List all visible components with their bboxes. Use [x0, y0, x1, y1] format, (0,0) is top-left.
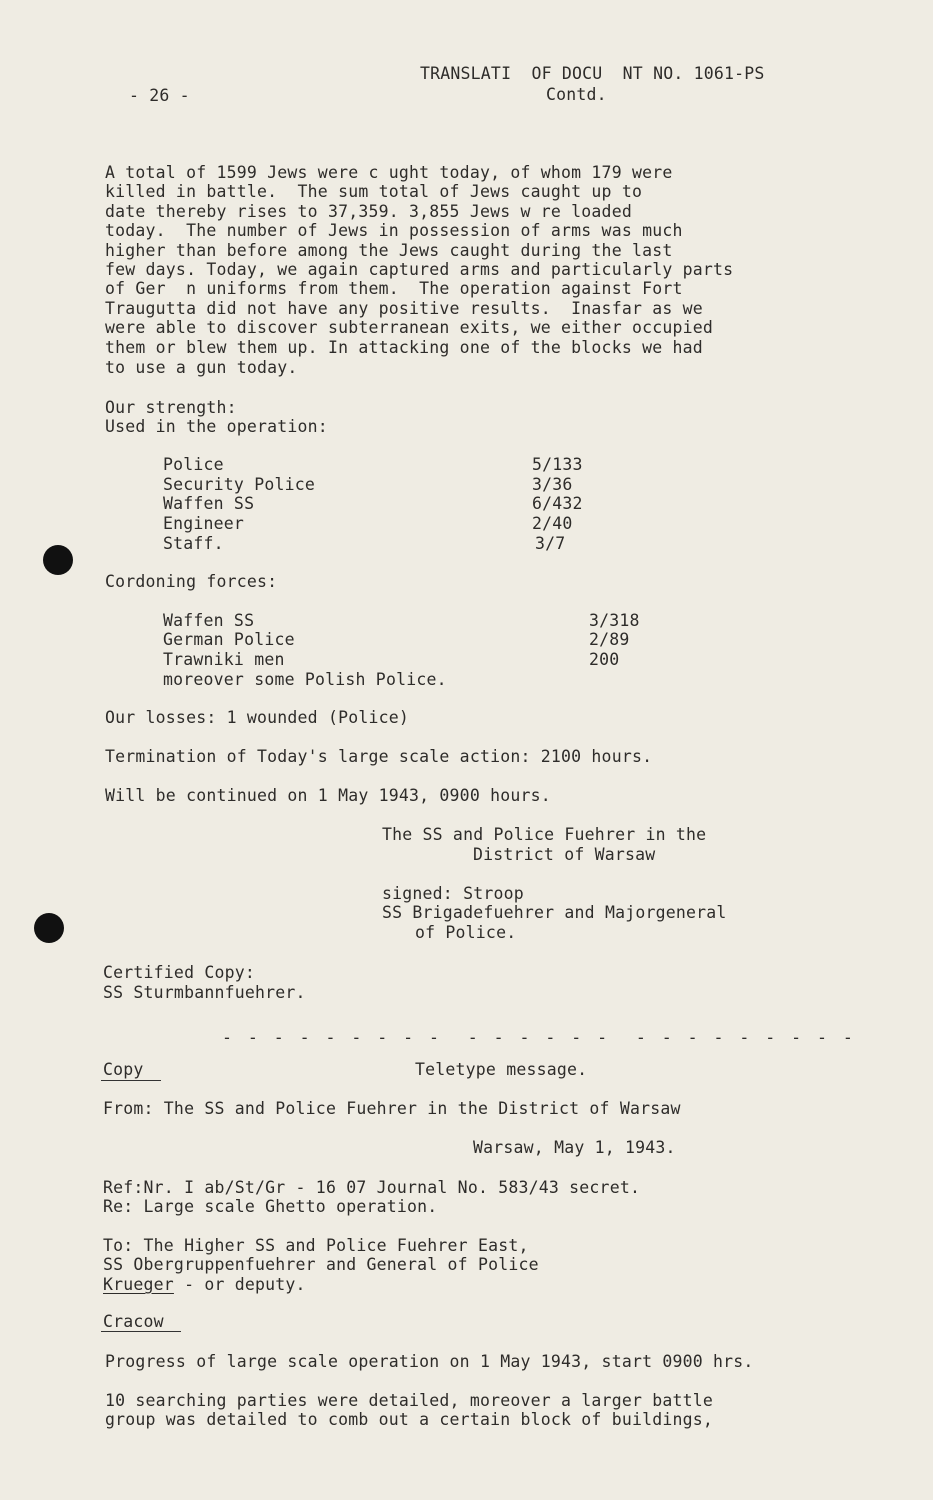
body-line: 10 searching parties were detailed, moreover a larger battle: [105, 1391, 714, 1410]
recipient-rest: - or deputy.: [173, 1275, 306, 1294]
losses-line: Our losses: 1 wounded (Police): [105, 708, 410, 727]
section-separator: - - - - - - - - - - - - - - - - - - - - - - - -: [222, 1028, 856, 1047]
cordoning-label: Trawniki men: [163, 650, 285, 669]
intro-line: of Ger n uniforms from them. The operation against Fort: [105, 279, 683, 298]
intro-line: were able to discover subterranean exits, we either occupied: [105, 318, 714, 337]
termination-line: Termination of Today's large scale action: 2100 hours.: [105, 747, 653, 766]
signature-line: signed: Stroop: [382, 884, 524, 903]
cordoning-value: 200: [589, 650, 620, 669]
cordoning-value: 3/318: [589, 611, 640, 630]
intro-line: to use a gun today.: [105, 358, 298, 377]
page-number: - 26 -: [129, 86, 190, 105]
copy-underline: [101, 1080, 161, 1081]
signature-line: The SS and Police Fuehrer in the: [382, 825, 707, 844]
date-line: Warsaw, May 1, 1943.: [473, 1138, 676, 1157]
copy-label: Copy: [103, 1060, 144, 1079]
intro-line: higher than before among the Jews caught during the last: [105, 241, 673, 260]
subject-line: Re: Large scale Ghetto operation.: [103, 1197, 438, 1216]
city-underline: [101, 1331, 181, 1332]
continued-line: Will be continued on 1 May 1943, 0900 hours.: [105, 786, 551, 805]
strength-value: 6/432: [532, 494, 583, 513]
contd-label: Contd.: [546, 85, 607, 104]
intro-line: today. The number of Jews in possession of arms was much: [105, 221, 683, 240]
strength-label: Security Police: [163, 475, 316, 494]
cordoning-extra: moreover some Polish Police.: [163, 670, 447, 689]
used-heading: Used in the operation:: [105, 417, 328, 436]
certified-copy-label: Certified Copy:: [103, 963, 256, 982]
recipient-line: To: The Higher SS and Police Fuehrer East,: [103, 1236, 529, 1255]
strength-label: Police: [163, 455, 224, 474]
signature-line: of Police.: [415, 923, 517, 942]
intro-line: date thereby rises to 37,359. 3,855 Jews w re loaded: [105, 202, 632, 221]
recipient-name: Krueger: [103, 1275, 174, 1294]
strength-label: Waffen SS: [163, 494, 255, 513]
intro-line: Traugutta did not have any positive results. Inasfar as we: [105, 299, 703, 318]
intro-line: them or blew them up. In attacking one of the blocks we had: [105, 338, 703, 357]
body-line: group was detailed to comb out a certain block of buildings,: [105, 1410, 714, 1429]
intro-line: A total of 1599 Jews were c ught today, of whom 179 were: [105, 163, 673, 182]
signature-line: SS Brigadefuehrer and Majorgeneral: [382, 903, 727, 922]
strength-label: Engineer: [163, 514, 245, 533]
document-title: TRANSLATI OF DOCU NT NO. 1061-PS: [420, 64, 765, 83]
cordoning-label: German Police: [163, 630, 295, 649]
cordoning-value: 2/89: [589, 630, 630, 649]
strength-value: 3/7: [535, 534, 566, 553]
strength-value: 5/133: [532, 455, 583, 474]
recipient-line: SS Obergruppenfuehrer and General of Police: [103, 1255, 539, 1274]
punch-hole-bottom: [34, 913, 64, 943]
strength-value: 2/40: [532, 514, 573, 533]
strength-value: 3/36: [532, 475, 573, 494]
cordoning-label: Waffen SS: [163, 611, 255, 630]
punch-hole-top: [43, 545, 73, 575]
strength-heading: Our strength:: [105, 398, 237, 417]
signature-line: District of Warsaw: [473, 845, 656, 864]
recipient-line: [103, 1275, 306, 1295]
intro-line: killed in battle. The sum total of Jews caught up to: [105, 182, 643, 201]
progress-line: Progress of large scale operation on 1 May 1943, start 0900 hrs.: [105, 1352, 754, 1371]
strength-label: Staff.: [163, 534, 224, 553]
intro-line: few days. Today, we again captured arms and particularly parts: [105, 260, 734, 279]
city-label: Cracow: [103, 1312, 164, 1331]
reference-line: Ref:Nr. I ab/St/Gr - 16 07 Journal No. 583/43 secret.: [103, 1178, 641, 1197]
teletype-title: Teletype message.: [415, 1060, 588, 1079]
certified-rank: SS Sturmbannfuehrer.: [103, 983, 306, 1002]
from-line: From: The SS and Police Fuehrer in the District of Warsaw: [103, 1099, 681, 1118]
cordoning-heading: Cordoning forces:: [105, 572, 278, 591]
